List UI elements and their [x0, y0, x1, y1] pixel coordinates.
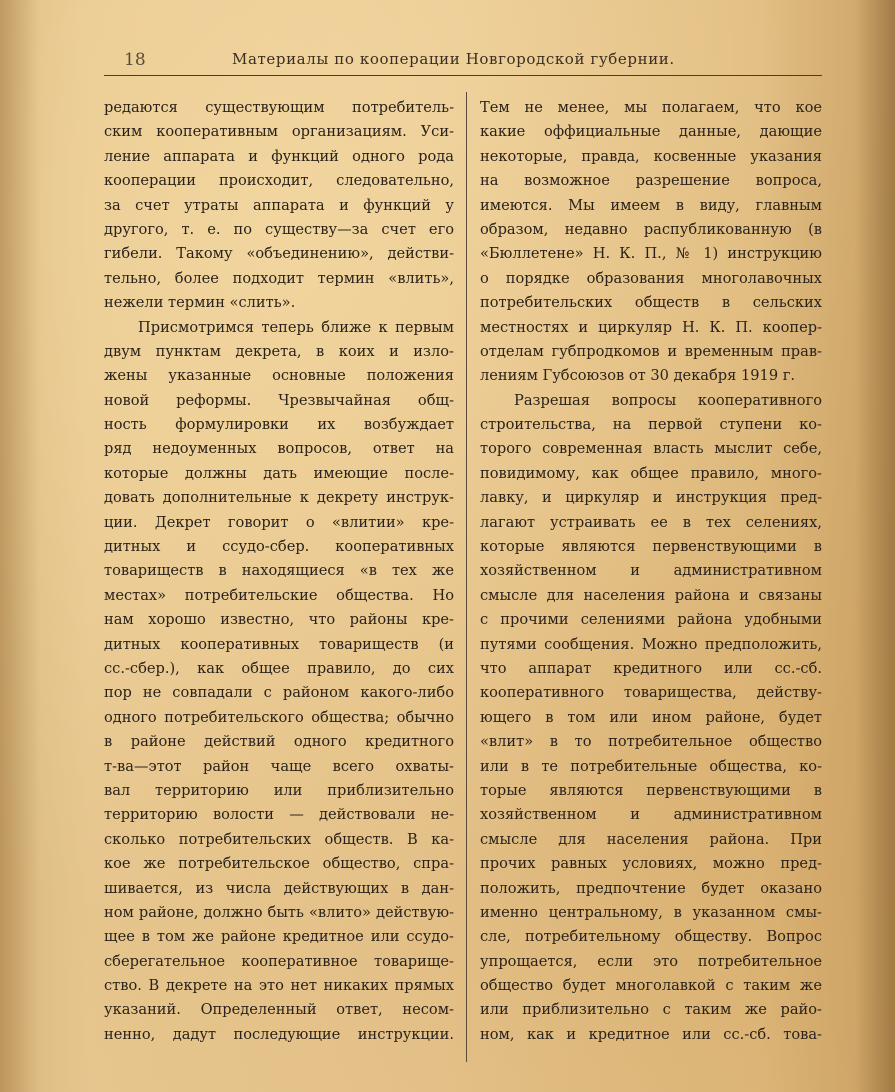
text-line: щее в том же районе кредитное или ссудо-	[104, 928, 454, 946]
text-line: сколько потребительских обществ. В ка-	[104, 830, 454, 848]
text-line: ции. Декрет говорит о «влитии» кре-	[104, 513, 454, 531]
text-line: с прочими селениями района удобными	[480, 611, 822, 629]
text-line: какие оффициальные данные, дающие	[480, 123, 822, 141]
text-line: торого современная власть мыслит себе,	[480, 440, 822, 458]
text-line: довать дополнительные к декрету инструк-	[104, 489, 454, 507]
text-line: сберегательное кооперативное товарище-	[104, 952, 454, 970]
text-line: или в те потребительные общества, ко-	[480, 757, 822, 775]
text-line: ским кооперативным организациям. Уси-	[104, 123, 454, 141]
text-line: лениям Губсоюзов от 30 декабря 1919 г.	[480, 367, 796, 385]
page-edge-shadow-left	[0, 0, 40, 1092]
text-line: которые должны дать имеющие после-	[104, 464, 454, 482]
text-line: Тем не менее, мы полагаем, что кое	[480, 99, 822, 116]
text-line: нам хорошо известно, что районы кре-	[104, 611, 454, 629]
page-edge-shadow-right	[855, 0, 895, 1092]
text-line: отделам губпродкомов и временным прав-	[480, 342, 822, 360]
text-line: другого, т. е. по существу—за счет его	[104, 220, 454, 238]
text-line: нежели термин «слить».	[104, 294, 296, 312]
text-line: «влит» в то потребительное общество	[480, 733, 822, 751]
text-line: ство. В декрете на это нет никаких прямых	[104, 977, 454, 995]
text-column-right	[480, 96, 822, 1047]
text-line: имеются. Мы имеем в виду, главным	[480, 196, 822, 214]
text-line: ненно, дадут последующие инструкции.	[104, 1025, 454, 1043]
text-line: ном, как и кредитное или сс.-сб. това-	[480, 1025, 822, 1043]
text-line: в районе действий одного кредитного	[104, 733, 454, 751]
text-line: строительства, на первой ступени ко-	[480, 416, 822, 434]
text-line: кое же потребительское общество, спра-	[104, 855, 454, 873]
text-line: прочих равных условиях, можно пред-	[480, 855, 822, 873]
text-line: дитных кооперативных товариществ (и	[104, 635, 454, 653]
text-column-left	[104, 96, 454, 1047]
header-rule	[104, 75, 822, 76]
text-line: т-ва—этот район чаще всего охваты-	[104, 757, 454, 775]
text-line: местах» потребительские общества. Но	[104, 586, 454, 604]
text-line: на возможное разрешение вопроса,	[480, 172, 822, 190]
text-line: лавку, и циркуляр и инструкция пред-	[480, 489, 822, 507]
text-line: именно центральному, в указанном смы-	[480, 903, 822, 921]
text-line: товариществ в находящиеся «в тех же	[104, 562, 454, 580]
text-line: торые являются первенствующими в	[480, 781, 822, 799]
running-header-title: Материалы по кооперации Новгородской губернии.	[232, 50, 675, 68]
text-line: за счет утраты аппарата и функций у	[104, 196, 454, 214]
text-line: вал территорию или приблизительно	[104, 781, 454, 799]
column-divider	[466, 92, 467, 1062]
text-line: тельно, более подходит термин «влить»,	[104, 269, 454, 287]
text-line: лагают устраивать ее в тех селениях,	[480, 513, 822, 531]
text-line: указаний. Определенный ответ, несом-	[104, 1001, 454, 1019]
text-line: хозяйственном и административном	[480, 806, 822, 824]
text-line: которые являются первенствующими в	[480, 538, 822, 556]
text-line: новой реформы. Чрезвычайная общ-	[104, 391, 454, 409]
text-line: пор не совпадали с районом какого-либо	[104, 684, 454, 702]
text-line: местностях и циркуляр Н. К. П. коопер-	[480, 318, 822, 336]
text-line: территорию волости — действовали не-	[104, 806, 454, 824]
text-line: гибели. Такому «объединению», действи-	[104, 245, 454, 263]
text-line: что аппарат кредитного или сс.-сб.	[480, 659, 822, 677]
text-line: о порядке образования многолавочных	[480, 269, 822, 287]
text-line: шивается, из числа действующих в дан-	[104, 879, 454, 897]
text-line: одного потребительского общества; обычно	[104, 708, 454, 726]
text-line: Присмотримся теперь ближе к первым	[138, 318, 454, 336]
text-line: ющего в том или ином районе, будет	[480, 708, 822, 726]
text-line: ряд недоуменных вопросов, ответ на	[104, 440, 454, 458]
text-line: смысле для населения района и связаны	[480, 586, 822, 604]
text-line: путями сообщения. Можно предположить,	[480, 635, 822, 653]
text-line: общество будет многолавкой с таким же	[480, 977, 822, 995]
text-line: дитных и ссудо-сбер. кооперативных	[104, 538, 454, 556]
text-line: положить, предпочтение будет оказано	[480, 879, 822, 897]
text-line: некоторые, правда, косвенные указания	[480, 147, 822, 165]
text-line: ном районе, должно быть «влито» действую-	[104, 903, 454, 921]
text-line: сле, потребительному обществу. Вопрос	[480, 928, 822, 946]
text-line: потребительских обществ в сельских	[480, 294, 822, 312]
text-line: жены указанные основные положения	[104, 367, 454, 385]
text-line: двум пунктам декрета, в коих и изло-	[104, 342, 454, 360]
text-line: повидимому, как общее правило, много-	[480, 464, 822, 482]
text-line: кооперации происходит, следовательно,	[104, 172, 454, 190]
text-line: сс.-сбер.), как общее правило, до сих	[104, 659, 454, 677]
text-line: образом, недавно распубликованную (в	[480, 220, 822, 238]
text-line: упрощается, если это потребительное	[480, 952, 822, 970]
text-line: ление аппарата и функций одного рода	[104, 147, 454, 165]
text-line: ность формулировки их возбуждает	[104, 416, 454, 434]
text-line: редаются существующим потребитель-	[104, 99, 454, 116]
text-line: смысле для населения района. При	[480, 830, 822, 848]
text-line: Разрешая вопросы кооперативного	[514, 391, 822, 409]
text-line: или приблизительно с таким же райо-	[480, 1001, 822, 1019]
text-line: хозяйственном и административном	[480, 562, 822, 580]
page-number: 18	[124, 50, 146, 70]
text-line: «Бюллетене» Н. К. П., № 1) инструкцию	[480, 245, 822, 263]
text-line: кооперативного товарищества, действу-	[480, 684, 822, 702]
